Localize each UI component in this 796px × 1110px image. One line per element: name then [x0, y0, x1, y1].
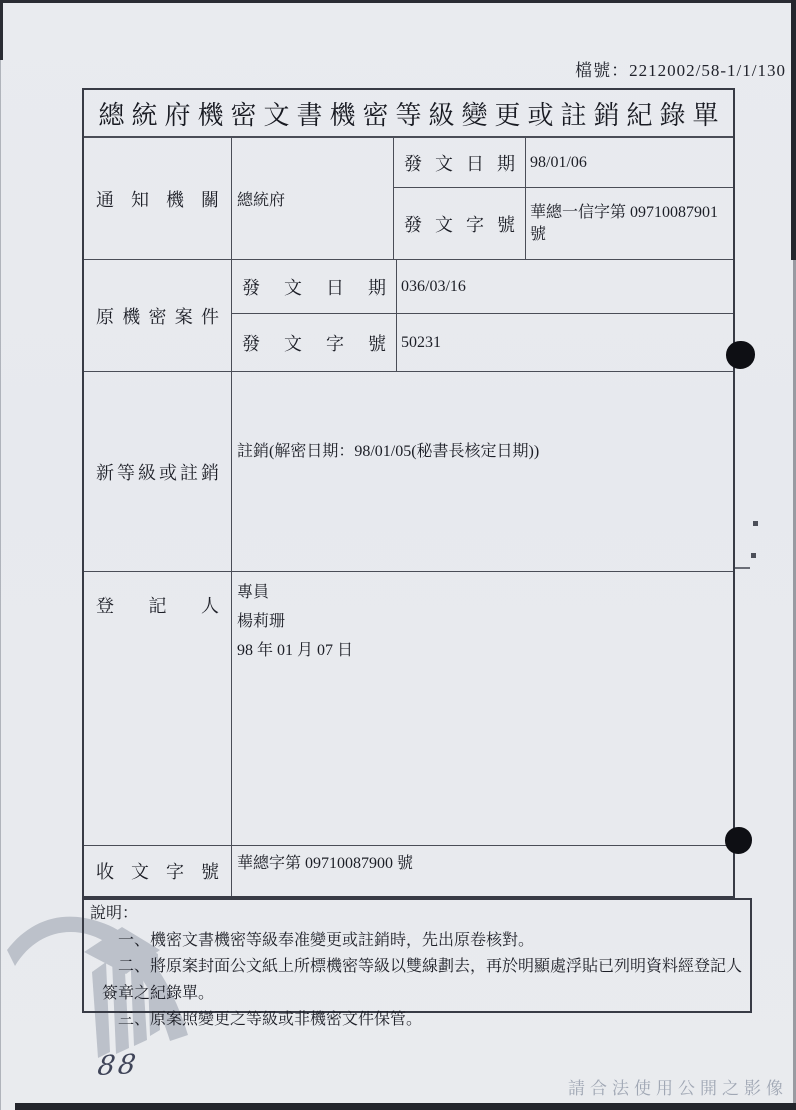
row-notify-agency [84, 137, 733, 259]
row-original-case [84, 259, 733, 371]
punch-hole-mark-bottom [725, 827, 752, 854]
issue-date-value: 98/01/06 [530, 153, 587, 171]
registrar-label-cell [84, 572, 232, 845]
notes-box [82, 898, 752, 1028]
original-issue-number-label: 發文字號 [242, 333, 386, 354]
row-receipt-number [84, 845, 733, 896]
original-issue-number-label-cell [232, 314, 397, 371]
original-issue-number-value: 50231 [401, 333, 441, 351]
scan-edge-bottom [15, 1103, 796, 1110]
notify-agency-label: 通知機關 [96, 189, 219, 210]
receipt-number-value: 華總字第 09710087900 號 [237, 855, 414, 872]
notify-agency-value-cell [232, 138, 394, 259]
file-number: 檔號：2212002/58-1/1/130 [575, 61, 786, 80]
new-level-value: 註銷(解密日期：98/01/05(秘書長核定日期)) [237, 443, 540, 460]
notify-agency-subtable [394, 138, 733, 259]
form-table [82, 88, 735, 898]
issue-date-label: 發文日期 [404, 153, 515, 174]
scan-speck-2 [751, 553, 756, 558]
issue-number-row [394, 187, 733, 259]
issue-number-label-cell [394, 188, 526, 259]
table-line-overhang [735, 567, 750, 569]
form-title: 總統府機密文書機密等級變更或註銷紀錄單 [84, 90, 733, 137]
punch-hole-mark-top [726, 341, 755, 369]
registrar-name: 楊莉珊 [237, 613, 286, 630]
page-number-handwritten: 88 [95, 1048, 141, 1083]
original-case-label: 原機密案件 [96, 306, 219, 327]
original-issue-number-row [232, 313, 733, 371]
notify-agency-value: 總統府 [237, 192, 286, 209]
row-new-level [84, 371, 733, 571]
original-issue-date-label: 發文日期 [242, 277, 386, 298]
original-issue-date-value: 036/03/16 [401, 277, 466, 295]
original-issue-date-row [232, 260, 733, 313]
original-case-subtable [232, 260, 733, 371]
original-case-label-cell [84, 260, 232, 371]
issue-date-row [394, 138, 733, 187]
notes-heading: 說明： [90, 905, 139, 922]
scan-edge-top [0, 0, 796, 3]
row-registrar [84, 571, 733, 845]
original-issue-date-label-cell [232, 260, 397, 313]
notify-agency-label-cell [84, 138, 232, 259]
scan-speck-1 [753, 521, 758, 526]
usage-watermark-text: 請合法使用公開之影像 [568, 1079, 788, 1098]
registrar-date: 98 年 01 月 07 日 [237, 642, 354, 659]
registrar-value-cell [232, 572, 733, 845]
new-level-label-cell [84, 372, 232, 571]
new-level-label: 新等級或註銷 [96, 462, 219, 483]
scan-edge-left-dark [0, 0, 3, 60]
note-item-3: 三、原案照變更之等級或非機密文件保管。 [118, 1011, 423, 1028]
issue-date-label-cell [394, 138, 526, 187]
receipt-number-label: 收文字號 [96, 862, 219, 882]
note-item-2: 二、將原案封面公文紙上所標機密等級以雙線劃去，再於明顯處浮貼已列明資料經登記人簽章之紀錄單。 [102, 958, 743, 1002]
receipt-number-label-cell [84, 846, 232, 896]
registrar-title: 專員 [237, 584, 270, 601]
note-item-1: 一、機密文書機密等級奉准變更或註銷時，先出原卷核對。 [118, 931, 535, 949]
registrar-label: 登記人 [96, 596, 219, 616]
scan-edge-right-dark [791, 0, 796, 260]
issue-number-label: 發文字號 [404, 214, 515, 235]
issue-number-value: 華總一信字第 09710087901 號 [530, 203, 719, 243]
